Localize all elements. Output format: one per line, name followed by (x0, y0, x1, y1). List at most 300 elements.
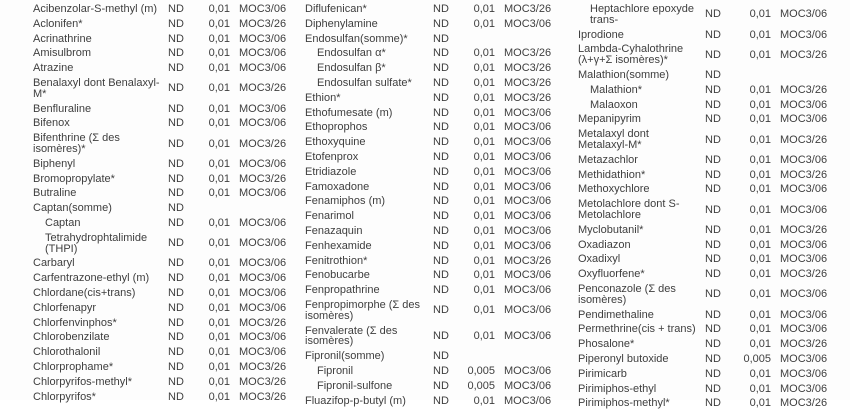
result-value: ND (168, 216, 184, 229)
analyte-name: Endosulfan(somme)* (305, 32, 408, 45)
table-row (33, 360, 287, 375)
result-value: ND (433, 150, 449, 163)
loq-value: 0,01 (208, 157, 230, 170)
analyte-name: Diflufenican* (305, 3, 367, 15)
result-value: ND (168, 187, 184, 200)
analyte-name: Chlorfenapyr (33, 301, 96, 314)
loq-value: 0,01 (208, 331, 230, 344)
result-value: ND (433, 239, 449, 252)
loq-value: 0,01 (208, 172, 230, 185)
loq-value: 0,005 (467, 364, 495, 377)
analyte-name: Metalaxyl dont Metalaxyl-M* (578, 128, 649, 151)
method-code: MOC3/06 (239, 102, 287, 115)
table-row (578, 322, 838, 337)
analyte-name: Etridiazole (305, 165, 357, 178)
loq-value: 0,01 (749, 8, 771, 21)
loq-value: 0,01 (749, 367, 771, 380)
table-row (578, 2, 838, 28)
analyte-name: Chlorothalonil (33, 346, 101, 359)
loq-value: 0,01 (208, 286, 230, 299)
loq-value: 0,01 (473, 239, 495, 252)
method-code: MOC3/26 (780, 338, 828, 351)
analyte-name: Aclonifen* (33, 17, 83, 30)
analyte-name: Fenamiphos (m) (305, 195, 386, 208)
analyte-name: Chlordane(cis+trans) (33, 286, 136, 299)
loq-value: 0,01 (473, 76, 495, 89)
analyte-name: Oxadiazon (578, 238, 631, 251)
result-value: ND (433, 224, 449, 237)
result-value: ND (168, 202, 184, 215)
result-value: ND (168, 316, 184, 329)
loq-value: 0,01 (749, 268, 771, 281)
loq-value: 0,01 (473, 329, 495, 342)
method-code: MOC3/06 (780, 98, 828, 111)
loq-value: 0,01 (749, 203, 771, 216)
table-row (578, 83, 838, 98)
result-value: ND (433, 106, 449, 119)
loq-value: 0,01 (749, 288, 771, 301)
result-value: ND (705, 288, 721, 301)
result-value: ND (168, 272, 184, 285)
method-code: MOC3/06 (780, 203, 828, 216)
results-column-3 (578, 2, 838, 411)
loq-value: 0,01 (749, 113, 771, 126)
analyte-name: Malathion(somme) (578, 68, 670, 81)
result-value: ND (433, 32, 449, 45)
method-code: MOC3/06 (780, 367, 828, 380)
method-code: MOC3/06 (780, 288, 828, 301)
method-code: MOC3/06 (239, 157, 287, 170)
result-value: ND (168, 102, 184, 115)
loq-value: 0,01 (208, 82, 230, 95)
result-value: ND (433, 394, 449, 407)
analyte-name: Captan(somme) (33, 202, 112, 215)
result-value: ND (168, 32, 184, 45)
loq-value: 0,01 (473, 210, 495, 223)
loq-value: 0,01 (473, 91, 495, 104)
table-row (33, 186, 287, 201)
analyte-name: Fipronil(somme) (305, 350, 385, 363)
method-code: MOC3/26 (239, 316, 287, 329)
table-row (578, 68, 838, 83)
result-value: ND (433, 269, 449, 282)
table-row (578, 112, 838, 127)
table-row (305, 283, 552, 298)
result-value: ND (433, 195, 449, 208)
table-row (305, 324, 552, 350)
result-value: ND (705, 48, 721, 61)
result-value: ND (168, 82, 184, 95)
method-code: MOC3/06 (504, 180, 552, 193)
analyte-name: Malaoxon (590, 98, 638, 111)
table-row (305, 91, 552, 106)
table-row (33, 375, 287, 390)
analyte-name: Ethofumesate (m) (305, 106, 393, 119)
result-value: ND (705, 367, 721, 380)
table-row (305, 194, 552, 209)
result-value: ND (168, 286, 184, 299)
method-code: MOC3/26 (504, 3, 552, 15)
loq-value: 0,01 (208, 216, 230, 229)
table-row (578, 28, 838, 43)
table-row (33, 172, 287, 187)
result-value: ND (433, 121, 449, 134)
analyte-name: Diphenylamine (305, 17, 378, 30)
analyte-name: Ethion* (305, 91, 341, 104)
result-value: ND (705, 268, 721, 281)
method-code: MOC3/06 (239, 237, 287, 250)
method-code: MOC3/06 (504, 304, 552, 317)
result-value: ND (705, 168, 721, 181)
result-value: ND (705, 8, 721, 21)
table-row (33, 17, 287, 32)
loq-value: 0,005 (743, 352, 771, 365)
method-code: MOC3/26 (239, 390, 287, 403)
analyte-name: Metazachlor (578, 153, 638, 166)
result-value: ND (433, 284, 449, 297)
result-value: ND (705, 68, 721, 81)
table-row (305, 76, 552, 91)
analyte-name: Pirimicarb (578, 367, 627, 380)
result-value: ND (168, 117, 184, 130)
table-row (578, 352, 838, 367)
analyte-name: Ethoxyquine (305, 136, 366, 149)
table-row (578, 98, 838, 113)
table-row (305, 2, 552, 17)
result-value: ND (705, 83, 721, 96)
result-value: ND (168, 346, 184, 359)
method-code: MOC3/06 (780, 28, 828, 41)
loq-value: 0,01 (208, 32, 230, 45)
loq-value: 0,01 (749, 168, 771, 181)
table-row (578, 127, 838, 153)
loq-value: 0,01 (473, 394, 495, 407)
analyte-name: Acibenzolar-S-methyl (m) (33, 3, 158, 15)
loq-value: 0,01 (749, 238, 771, 251)
analyte-name: Etofenprox (305, 150, 359, 163)
loq-value: 0,01 (473, 304, 495, 317)
loq-value: 0,01 (473, 121, 495, 134)
table-row (33, 231, 287, 257)
analyte-name: Fenarimol (305, 210, 354, 223)
table-row (305, 180, 552, 195)
result-value: ND (433, 254, 449, 267)
table-row (578, 396, 838, 411)
result-value: ND (705, 153, 721, 166)
loq-value: 0,01 (208, 137, 230, 150)
loq-value: 0,01 (208, 47, 230, 60)
result-value: ND (168, 62, 184, 75)
analyte-name: Piperonyl butoxide (578, 352, 669, 365)
method-code: MOC3/26 (780, 83, 828, 96)
method-code: MOC3/06 (504, 195, 552, 208)
loq-value: 0,01 (208, 390, 230, 403)
table-row (578, 337, 838, 352)
method-code: MOC3/06 (504, 269, 552, 282)
method-code: MOC3/06 (239, 301, 287, 314)
loq-value: 0,01 (208, 62, 230, 75)
table-row (305, 32, 547, 47)
analyte-name: Atrazine (33, 62, 74, 75)
method-code: MOC3/26 (239, 82, 287, 95)
table-row (305, 17, 552, 32)
method-code: MOC3/26 (504, 91, 552, 104)
analyte-name: Oxadixyl (578, 253, 621, 266)
result-value: ND (705, 397, 721, 410)
table-row (305, 254, 552, 269)
result-value: ND (168, 17, 184, 30)
table-row (578, 168, 838, 183)
loq-value: 0,01 (473, 254, 495, 267)
method-code: MOC3/26 (504, 76, 552, 89)
loq-value: 0,01 (208, 346, 230, 359)
method-code: MOC3/06 (504, 364, 552, 377)
analyte-name: Acrinathrine (33, 32, 92, 45)
result-value: ND (705, 352, 721, 365)
method-code: MOC3/06 (780, 352, 828, 365)
analyte-name: Chlorpyrifos-methyl* (33, 375, 133, 388)
table-row (33, 157, 287, 172)
method-code: MOC3/06 (239, 216, 287, 229)
method-code: MOC3/06 (504, 239, 552, 252)
analyte-name: Fipronil (317, 364, 354, 377)
method-code: MOC3/06 (239, 286, 287, 299)
table-row (578, 238, 838, 253)
table-row (33, 2, 287, 17)
table-row (578, 282, 838, 308)
method-code: MOC3/06 (239, 257, 287, 270)
analyte-name: Bromopropylate* (33, 172, 115, 185)
analyte-name: Penconazole (Σ des isomères) (578, 282, 676, 306)
method-code: MOC3/06 (504, 165, 552, 178)
loq-value: 0,01 (749, 28, 771, 41)
loq-value: 0,01 (473, 269, 495, 282)
result-value: ND (168, 3, 184, 15)
table-row (305, 349, 547, 364)
table-row (305, 165, 552, 180)
table-row (578, 267, 838, 282)
table-row (305, 364, 552, 379)
loq-value: 0,01 (208, 117, 230, 130)
method-code: MOC3/06 (239, 187, 287, 200)
analyte-name: Chlorfenvinphos* (33, 316, 117, 329)
table-row (33, 271, 287, 286)
loq-value: 0,01 (208, 3, 230, 15)
method-code: MOC3/06 (239, 272, 287, 285)
analyte-name: Fenhexamide (305, 239, 372, 252)
method-code: MOC3/06 (780, 238, 828, 251)
result-value: ND (168, 375, 184, 388)
analyte-name: Heptachlore epoxyde trans- (590, 3, 694, 26)
analyte-name: Malathion* (590, 83, 642, 96)
analyte-name: Butraline (33, 187, 77, 200)
result-value: ND (705, 98, 721, 111)
analyte-name: Fenitrothion* (305, 254, 368, 267)
analyte-name: Permethrine(cis + trans) (578, 323, 696, 336)
loq-value: 0,01 (473, 3, 495, 15)
method-code: MOC3/26 (780, 223, 828, 236)
loq-value: 0,01 (749, 48, 771, 61)
loq-value: 0,01 (473, 224, 495, 237)
result-value: ND (433, 329, 449, 342)
method-code: MOC3/26 (780, 268, 828, 281)
result-value: ND (433, 165, 449, 178)
table-row (578, 382, 838, 397)
result-value: ND (168, 257, 184, 270)
method-code: MOC3/06 (239, 47, 287, 60)
table-row (33, 46, 287, 61)
results-column-1 (33, 2, 287, 404)
result-value: ND (705, 338, 721, 351)
table-row (578, 153, 838, 168)
table-row (305, 46, 552, 61)
result-value: ND (168, 237, 184, 250)
loq-value: 0,01 (208, 187, 230, 200)
analyte-name: Endosulfan sulfate* (317, 76, 412, 89)
result-value: ND (705, 253, 721, 266)
analyte-name: Biphenyl (33, 157, 76, 170)
analyte-name: Carbaryl (33, 257, 75, 270)
loq-value: 0,01 (749, 382, 771, 395)
table-row (578, 223, 838, 238)
result-value: ND (433, 91, 449, 104)
analyte-name: Methidathion* (578, 168, 646, 181)
table-row (33, 330, 287, 345)
method-code: MOC3/06 (780, 153, 828, 166)
analyte-name: Benalaxyl dont Benalaxyl-M* (33, 76, 160, 100)
result-value: ND (433, 304, 449, 317)
loq-value: 0,01 (473, 195, 495, 208)
method-code: MOC3/06 (780, 308, 828, 321)
loq-value: 0,01 (208, 272, 230, 285)
method-code: MOC3/06 (239, 3, 287, 15)
table-row (33, 301, 287, 316)
method-code: MOC3/26 (504, 62, 552, 75)
result-value: ND (433, 379, 449, 392)
method-code: MOC3/06 (504, 150, 552, 163)
method-code: MOC3/06 (504, 379, 552, 392)
analyte-name: Endosulfan α* (317, 47, 386, 60)
loq-value: 0,01 (749, 253, 771, 266)
method-code: MOC3/06 (504, 106, 552, 119)
loq-value: 0,01 (208, 375, 230, 388)
table-row (578, 182, 838, 197)
result-value: ND (705, 133, 721, 146)
analyte-name: Pendimethaline (578, 308, 654, 321)
method-code: MOC3/06 (780, 113, 828, 126)
table-row (305, 298, 552, 324)
method-code: MOC3/06 (780, 323, 828, 336)
analyte-name: Iprodione (578, 28, 624, 41)
table-row (305, 379, 552, 394)
analyte-name: Myclobutanil* (578, 223, 644, 236)
analyte-name: Bifenthrine (Σ des isomères)* (33, 132, 120, 155)
result-value: ND (433, 210, 449, 223)
analyte-name: Pirimiphos-methyl* (578, 397, 670, 410)
table-row (33, 201, 279, 216)
analyte-name: Fluazifop-p-butyl (m) (305, 394, 406, 407)
method-code: MOC3/06 (239, 32, 287, 45)
table-row (305, 239, 552, 254)
method-code: MOC3/06 (504, 329, 552, 342)
loq-value: 0,005 (467, 379, 495, 392)
method-code: MOC3/26 (239, 375, 287, 388)
table-row (578, 42, 838, 68)
loq-value: 0,01 (473, 150, 495, 163)
result-value: ND (433, 350, 449, 363)
analyte-name: Oxyfluorfene* (578, 268, 645, 281)
loq-value: 0,01 (473, 136, 495, 149)
method-code: MOC3/06 (780, 8, 828, 21)
result-value: ND (168, 331, 184, 344)
analyte-name: Tetrahydrophtalimide (THPI) (45, 231, 148, 255)
result-value: ND (433, 364, 449, 377)
analyte-name: Pirimiphos-ethyl (578, 382, 657, 395)
analyte-name: Phosalone* (578, 338, 635, 351)
loq-value: 0,01 (473, 180, 495, 193)
method-code: MOC3/26 (239, 137, 287, 150)
method-code: MOC3/26 (504, 47, 552, 60)
result-value: ND (705, 308, 721, 321)
analyte-name: Fenobucarbe (305, 269, 370, 282)
loq-value: 0,01 (749, 323, 771, 336)
table-row (578, 308, 838, 323)
loq-value: 0,01 (208, 17, 230, 30)
result-value: ND (168, 137, 184, 150)
method-code: MOC3/06 (504, 121, 552, 134)
loq-value: 0,01 (473, 62, 495, 75)
loq-value: 0,01 (749, 183, 771, 196)
analyte-name: Chlorprophame* (33, 360, 114, 373)
table-row (305, 268, 552, 283)
table-row (33, 131, 287, 157)
table-row (33, 76, 287, 102)
table-row (33, 390, 287, 405)
result-value: ND (168, 47, 184, 60)
loq-value: 0,01 (749, 308, 771, 321)
method-code: MOC3/06 (239, 62, 287, 75)
table-row (305, 61, 552, 76)
method-code: MOC3/06 (780, 183, 828, 196)
method-code: MOC3/26 (239, 172, 287, 185)
analyte-name: Chlorobenzilate (33, 331, 110, 344)
analyte-name: Carfentrazone-ethyl (m) (33, 272, 150, 285)
result-value: ND (433, 136, 449, 149)
result-value: ND (168, 360, 184, 373)
loq-value: 0,01 (473, 47, 495, 60)
loq-value: 0,01 (749, 153, 771, 166)
method-code: MOC3/06 (239, 117, 287, 130)
result-value: ND (705, 183, 721, 196)
analyte-name: Fenpropimorphe (Σ des isomères) (305, 298, 421, 322)
analyte-name: Amisulbrom (33, 47, 92, 60)
table-row (33, 102, 287, 117)
analyte-name: Mepanipyrim (578, 113, 641, 126)
loq-value: 0,01 (749, 397, 771, 410)
table-row (578, 367, 838, 382)
analyte-name: Famoxadone (305, 180, 370, 193)
result-value: ND (705, 323, 721, 336)
loq-value: 0,01 (208, 360, 230, 373)
table-row (578, 197, 838, 223)
loq-value: 0,01 (473, 106, 495, 119)
table-row (33, 256, 287, 271)
loq-value: 0,01 (473, 284, 495, 297)
result-value: ND (433, 62, 449, 75)
loq-value: 0,01 (473, 17, 495, 30)
method-code: MOC3/26 (780, 133, 828, 146)
method-code: MOC3/06 (239, 331, 287, 344)
